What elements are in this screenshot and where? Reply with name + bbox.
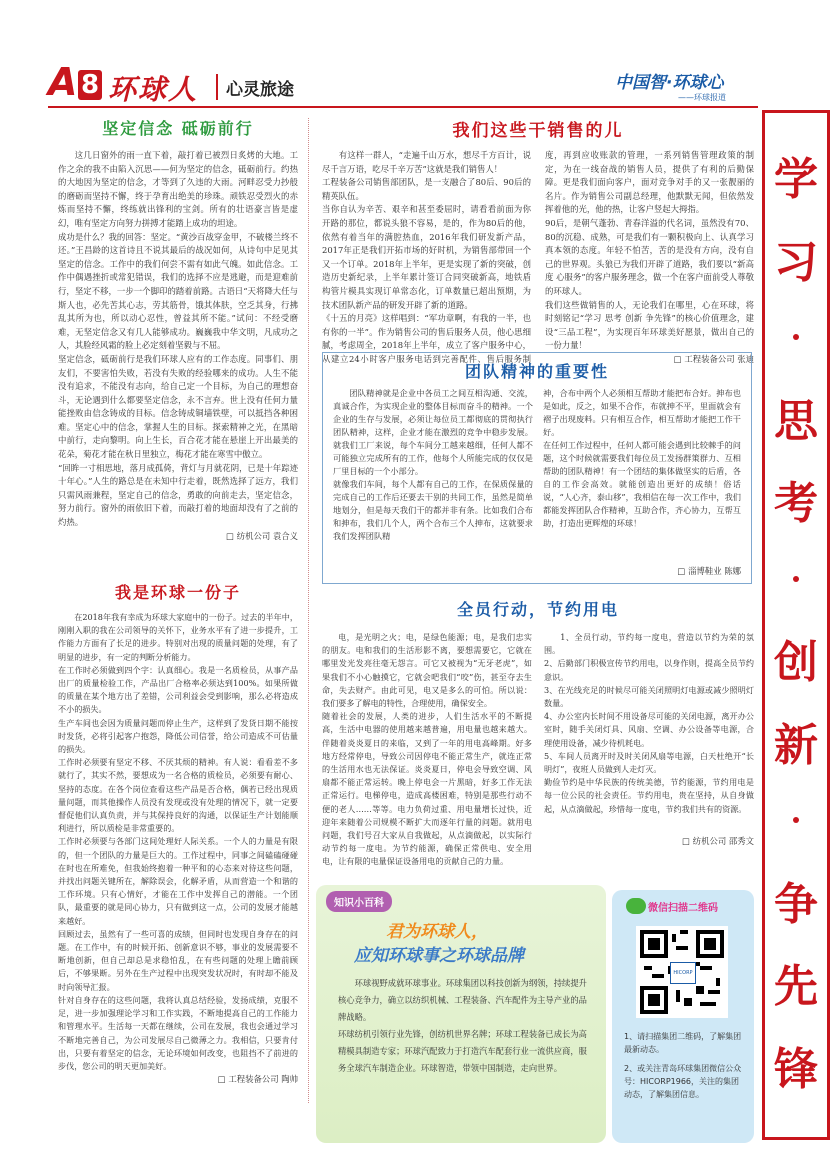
- banner-char: 争: [774, 878, 818, 930]
- article-signature: □ 纺机公司 邵秀文: [682, 836, 754, 846]
- article-signature: □ 淄博鞋业 陈娜: [677, 566, 741, 576]
- article-title: 团队精神的重要性: [464, 362, 609, 381]
- article-body: 在2018年我有幸成为环球大家庭中的一份子。过去的半年中，刚刚入职的我在公司领导的关怀下，业务水平有了进一步提升，工作能力方面有了长足的进步。特别对出现的质量问题的处理，有了明显的进步，有一定的判断分析能力。 在工作时必须做到四个字：认真细心。我是一名质检员，从事产品出厂的质量检验工作，产品出厂合格率必须达到100%。如果所做的质量在某个地方出了差错，公司利益会受到影响，那么必将造成不小的损失。 生产车间也会因为质量问题而停止生产，这样到了发货日期不能按时发货，必将引起客户抱怨，降低公司信誉，给公司造成不可估量的损失。 工作时必须要有坚定不移、不厌其烦的精神。有人说：看看差不多就行了，其实不然，要想成为一名合格的质检员，必须要有耐心、坚持的态度。在各个岗位查看这些产品是否合格，偶若已经出现质量问题，而其他操作人员没有发现或没有处理的情况下，就一定要督促他们认真负责，并与其保持良好的沟通，以保证生产计划能顺利进行，所以质检是非常重要的。 工作时必须要与各部门这间处理好人际关系。一个人的力量是有限的，但一个团队的力量是巨大的。工作过程中，同事之间磕磕碰碰在时也在所难免，但我始终抱着一种平和的心态来对待这些问题，并找出问题关键所在，解除误会，化解矛盾，从而营造一个和谐的工作环境。只有心情好，才能在工作中发挥自己的潜能。一个团队，最重要的就是同心协力，只有做到这一点，公司的发展才能越来越好。 回顾过去，虽然有了一些可喜的成绩，但同时也发现自身存在的问题。在工作中，有的时候开拓、创新意识不够，事业的发展需要不断地创新，但自己却总是求稳怕乱，在有些问题的处理上瞻前顾后，不够果断。另外在生产过程中出现突发状况时，有时却不能及时向领导汇报。 针对自身存在的这些问题，我将认真总结经验，发扬成绩，克服不足，进一步加强理论学习和工作实践，不断地提高自己的工作能力和管理水平。生活每一天都在继续，公司在发展，我也会通过学习不断地完善自己，为公司发展尽自己微薄之力。我相信，只要肯付出，只要有着坚定的信念，无论环境如何改变，也阻挡不了前进的步伐，您公司的明天更加美好。: [58, 612, 298, 1071]
- knowledge-tag: [326, 891, 392, 912]
- side-banner: [762, 110, 830, 1140]
- banner-char: 创: [774, 637, 818, 689]
- section-title: 心灵旅途: [226, 80, 294, 100]
- banner-char: 思: [774, 395, 818, 447]
- article-body-right: 1、全员行动，节约每一度电，营造以节约为荣的氛围。 2、后勤部门积极宣传节约用电，以身作则，提高全员节约意识。 3、在光线充足的时候尽可能关闭照明灯电源或减少照明灯数量。 4、办公室内长时间不用设备尽可能的关闭电源，离开办公室时，随手关闭灯具、风扇、空调、办公设备等电源，合理使用设备，减少待机耗电。 5、车间人员离开时及时关闭风扇等电源，白天杜绝开“长明灯”，夜班人员做到人走灯灭。 勤俭节约是中华民族的传统美德，节约能源，节约用电是每一位公民的社会责任。节约用电，贵在坚持，从自身做起，从点滴做起，珍惜每一度电，节约我们共有的资源。: [544, 632, 754, 814]
- column-divider: [308, 118, 309, 1103]
- article-body-left: 团队精神就是企业中各员工之间互相沟通、交流，真诚合作，为实现企业的整体目标而奋斗的精神。一个企业的生存与发展，必须让每位员工都彻底的贯彻执行团队精神，这样，企业才能在激烈的竞争中稳步发展。就我们工厂来说，每个车间分工越来越细，任何人都不可能独立完成所有的工作，他每个人所能完成的仅仅是厂里目标的一个小部分。 就像我们车间，每个人都有自己的工作，在保质保量的完成自己的工作后还要去干别的共同工作，虽然是简单地划分，但是每天我们干的都并非有条。比如我们合布和抻布，我们几个人，两个合布三个人抻布，这就要求我们发挥团队精: [333, 388, 533, 541]
- banner-char: 学: [774, 154, 818, 205]
- slogan-logo: 中国智·环球心: [615, 73, 724, 93]
- article-signature: □ 纺机公司 袁合义: [226, 530, 298, 541]
- banner-char: 新: [774, 719, 818, 771]
- qr-center-logo: HICORP: [670, 962, 696, 984]
- article-body: 有这样一群人，“走遍千山万水，想尽千方百计，说尽千言万语，吃尽千辛万苦”这就是我们销售人！ 工程装备公司销售部团队，是一支融合了80后、90后的精英队伍。 当你自认为辛苦、艰辛和甚至委屈时，请看看前面为你开路的那位，都说头狼不容易，是的，作为80后的他，依然有着当年的满腔热血，2016年我们研发新产品，2017年正是我们开拓市场的好时机，为销售部带回一个又一个订单。2018年上半年，更是实现了新的突破，创造历史新纪录，上半年累计签订合同突破新高，地铁盾构管片模具实现订单常态化，订单数量已超出预期，为技术团队新产品的研发开辟了新的道路。 《十五的月亮》这样唱到：“军功章啊，有我的一半，也有你的一半”。作为销售公司的售后服务人员，他心思细腻，考虑周全，2018年上半年，成立了客户服务中心，从建立24小时客户服务电话到完善配件、售后服务制度，再到应收账款的管理，一系列销售管理政策的制定，为在一线奋战的销售人员，提供了有利的后勤保障。更是我们面向客户，面对竞争对手的又一张靓丽的名片。作为销售公司副总经理，他默默无闻，但依然发挥着他的光，他的热，让客户竖起大拇指。 90后，是朝气蓬勃、青春洋溢的代名词，虽然没有70、80的沉稳、成熟，可是我们有一颗积极向上、认真学习真本领的态度。年轻不怕苦，苦的是没有方向，没有自己的世界观。头狼已为我们开辟了道路，我们要以“新高度 心服务”的客户服务理念，做一个在客户面前受人尊敬的环球人。 我们这些做销售的人，无论我们在哪里，心在环球，将时刻铭记“学习 思考 创新 争先锋”的核心价值理念，建设“三品工程”，为实现百年环球美好愿景，做出自己的一份力量！: [322, 150, 754, 364]
- article-team-spirit: [322, 352, 752, 584]
- wechat-icon: [626, 898, 646, 914]
- banner-char: 习: [774, 236, 818, 288]
- article-body: 这几日窗外的雨一直下着，敲打着已被烈日炙烤的大地。工作之余的我不由陷入沉思——何为坚定的信念，砥砺前行。约热的大地因为坚定的信念，才等到了久违的大雨。河畔忍受力抄般的磨砺而坚持不懈，终于孕育出绝美的珍珠。顽铁忍受烈火的赤炼而坚持不懈，终练就出锋利的宝剑。所有的壮语豪言皆是虚幻，唯有坚定方向努力拼搏才能踏上成功的坦途。 成功是什么？我的回答：坚定。“黄沙百战穿金甲，不破楼兰终不还。”王昌龄的这首诗且不说其最后的战况如何，从诗句中足见其坚定的信念。工作中的我们何尝不需有如此气魄。如此信念。工作中偶遇挫折或常犯错误，我们的选择不应是逃避，而是迎难前行，坚定不移，一步一个脚印的踏着前路。古语日“天将降大任与斯人也，必先苦其心志，劳其筋骨，饿其体肤，空乏其身，行拂乱其所为也，所以动心忍性，曾益其所不能。”试问：不经受磨难，无坚定信念又有几人能够成功。巍巍我中华文明，凡成功之人，其脸经风霜的脸上必定刻着坚毅与不屈。 坚定信念，砥砺前行是我们环球人应有的工作态度。同事们、朋友们，不要害怕失败，若没有失败的经验哪来的成功。人生不能没有追求，不能没有志向，给自己定一个目标，为自己的理想奋斗，无论遇到什么都要坚定信念，永不言弃。世上没有任何力量能挫败由信念铸成的目标。信念铸成铜墙铁壁，可以抵挡各种困难。坚定心中的信念，掌握人生的目标。探索精神之光，在黑暗中前行，走向黎明。向上生长，百合花才能在悬崖上开出最美的花朵，菊花才能在秋日里独立，梅花才能在寒雪中傲立。 “回眸一寸相思地，落月成孤倚，背灯与月就花阴，已是十年踪迹十年心。”人生的路总是在未知中行走着，既然选择了远方，我们只需风雨兼程，坚定自己的信念，勇敢的向前走去，坚定信念，努力前行。窗外的雨依旧下着，而敲打着的地面却没有了之前的灼热。: [58, 150, 298, 528]
- banner-char: 考: [774, 478, 818, 530]
- article-title: 我是环球一份子: [114, 583, 241, 602]
- qr-code-image: [636, 926, 728, 1018]
- article-body-left: 电，是光明之火；电，是绿色能源；电，是我们忠实的朋友。电和我们的生活形影不离，要想需要它，它就在哪里发光发亮往毫无怨言。可它又被视为“无牙老虎”，如果我们不小心触摸它，它就会吧我们“咬”伤，甚至夺去生命，失去财产。由此可见，电又是多么的可怕。所以说：我们要多了解电的特性，合理使用，确保安全。 随着社会的发展，人类的进步，人们生活水平的不断提高，生活中电器的使用越来越普遍，用电量也越来越大。伴随着炎炎夏日的来临，又到了一年的用电高峰期。好多地方经常停电，导致公司因停电不能正常生产，就连正常的生活用水也无法保证。炎炎夏日，停电会导致空调、风扇都不能正常运转。晚上停电会一片黑暗，好多工作无法正常运行。电梯停电，造成高楼困难，特别是那些行动不便的老人……等等。电力负荷过重、用电量增长过快，近迎年来随着公司规模不断扩大而逐年行量的问题。就用电问题，我们号召大家从自我做起，从点滴做起，以实际行动节约每一度电。为节约能源，确保正常供电、安全用电，让有限的电量保证设备用电的贡献自己的力量。: [322, 632, 532, 867]
- article-body-right: 神，合布中两个人必须相互帮助才能把布合好。抻布也是如此，反之，如果不合作，布就抻不平，里面就会有褶子出现废料。只有相互合作，相互帮助才能把工作干好。 在任何工作过程中，任何人都可能会遇到比较棘手的问题，这个时候就需要我们每位员工发扬群策群力、互相帮助的团队精神！有一个团结的集体做坚实的后盾，各自的工作会高效。就能创造出更好的成绩！俗话说，“人心齐，泰山移”，我相信在每一次工作中，我们都能发挥团队合作精神，互助合作，齐心协力，互帮互助，打造出更辉煌的环球！: [543, 388, 741, 528]
- banner-char: 锋: [774, 1043, 818, 1095]
- header-rule: [48, 106, 758, 108]
- article-steadfast-belief: [58, 116, 298, 542]
- qr-note-1: 1、请扫描集团二维码，了解集团最新动态。: [624, 1032, 742, 1054]
- brand-logo: 环球人: [108, 73, 199, 106]
- banner-dot: [793, 334, 799, 340]
- header-divider: [216, 74, 218, 100]
- banner-char: 先: [774, 961, 818, 1013]
- article-signature: □ 工程装备公司 陶帅: [217, 1074, 298, 1085]
- banner-dot: [793, 817, 799, 823]
- article-signature: □ 工程装备公司 张迪: [673, 353, 754, 364]
- knowledge-title-2: 应知环球事之环球品牌: [354, 946, 524, 966]
- qr-note-2: 2、或关注青岛环球集团微信公众号：HICORP1966，关注的集团动态，了解集团信息。: [624, 1064, 742, 1099]
- page-letter: A: [48, 60, 78, 104]
- article-title: 全员行动，节约用电: [456, 600, 619, 619]
- qr-label: 微信扫描二维码: [648, 903, 718, 914]
- article-sales-team: [322, 116, 754, 365]
- slogan-sub: ——环球报道: [678, 93, 726, 102]
- qr-box: [612, 890, 754, 1143]
- banner-dot: [793, 576, 799, 582]
- article-save-electricity: [322, 597, 754, 867]
- knowledge-box: [316, 885, 606, 1143]
- page-number: 8: [78, 70, 102, 100]
- article-global-member: [58, 580, 298, 1085]
- article-title: 我们这些干销售的儿: [452, 121, 624, 141]
- knowledge-tag-text: 知识小百科: [334, 898, 384, 909]
- article-title: 坚定信念 砥砺前行: [102, 119, 254, 138]
- side-banner-text: [765, 113, 827, 1137]
- page-header: [48, 60, 758, 108]
- knowledge-title-1: 君为环球人，: [386, 922, 488, 942]
- knowledge-body: 环球视野成就环球事业。环球集团以科技创新为纲领，持续提升核心竞争力，确立以纺织机械、工程装备、汽车配件为主导产业的品牌战略。 环球纺机引领行业先锋，创纺机世界名牌；环球工程装备已成长为高精模具制造专家；环球汽配致力于打造汽车配套行业一流供应商，服务全球汽车制造企业。环球智造，带领中国制造，走向世界。: [338, 978, 587, 1073]
